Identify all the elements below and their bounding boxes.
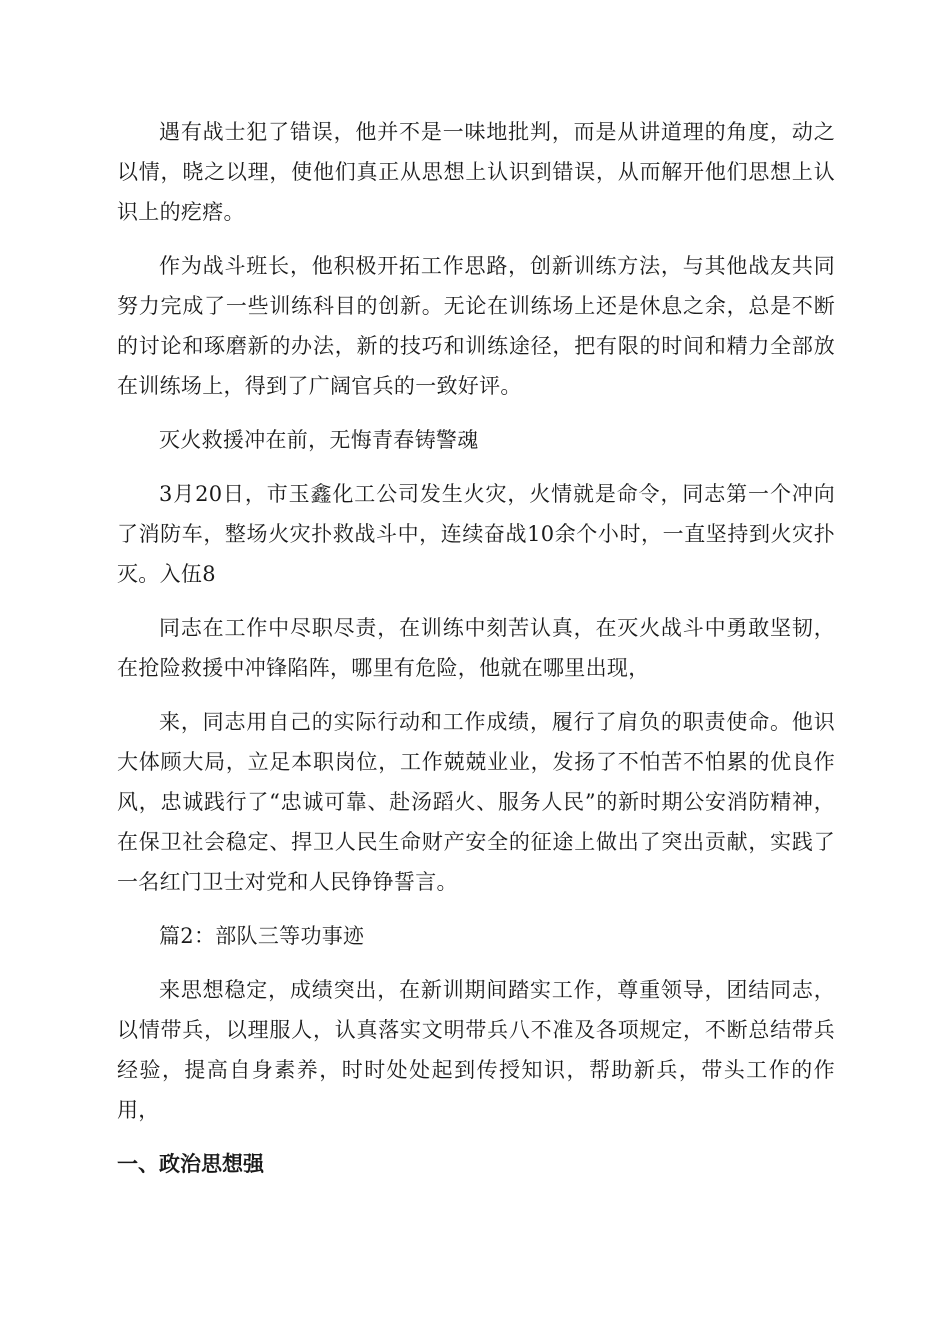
paragraph-2: 作为战斗班长，他积极开拓工作思路，创新训练方法，与其他战友共同努力完成了一些训练科目的创新。无论在训练场上还是休息之余，总是不断的讨论和琢磨新的办法，新的技巧和训练途径，把有限的时间和精力全部放在训练场上，得到了广阔官兵的一致好评。 bbox=[117, 254, 835, 398]
paragraph-7: 篇2：部队三等功事迹 bbox=[159, 924, 365, 948]
paragraph-3: 灭火救援冲在前，无悔青春铸警魂 bbox=[159, 428, 479, 452]
paragraph-4: 3月20日，市玉鑫化工公司发生火灾，火情就是命令，同志第一个冲向了消防车，整场火灾扑救战斗中，连续奋战10余个小时，一直坚持到火灾扑灭。入伍8 bbox=[117, 482, 835, 586]
section-heading: 一、政治思想强 bbox=[117, 1152, 264, 1176]
document-body bbox=[117, 112, 835, 1184]
paragraph-5: 同志在工作中尽职尽责，在训练中刻苦认真，在灭火战斗中勇敢坚韧，在抢险救援中冲锋陷阵，哪里有危险，他就在哪里出现， bbox=[117, 616, 835, 680]
paragraph-1: 遇有战士犯了错误，他并不是一味地批判，而是从讲道理的角度，动之以情，晓之以理，使他们真正从思想上认识到错误，从而解开他们思想上认识上的疙瘩。 bbox=[117, 120, 835, 224]
paragraph-6: 来，同志用自己的实际行动和工作成绩，履行了肩负的职责使命。他识大体顾大局，立足本职岗位，工作兢兢业业，发扬了不怕苦不怕累的优良作风，忠诚践行了“忠诚可靠、赴汤蹈火、服务人民”的新时期公安消防精神，在保卫社会稳定、捍卫人民生命财产安全的征途上做出了突出贡献，实践了一名红门卫士对党和人民铮铮誓言。 bbox=[117, 710, 835, 894]
paragraph-8: 来思想稳定，成绩突出，在新训期间踏实工作，尊重领导，团结同志，以情带兵，以理服人，认真落实文明带兵八不准及各项规定，不断总结带兵经验，提高自身素养，时时处处起到传授知识，帮助新兵，带头工作的作用， bbox=[117, 978, 835, 1122]
